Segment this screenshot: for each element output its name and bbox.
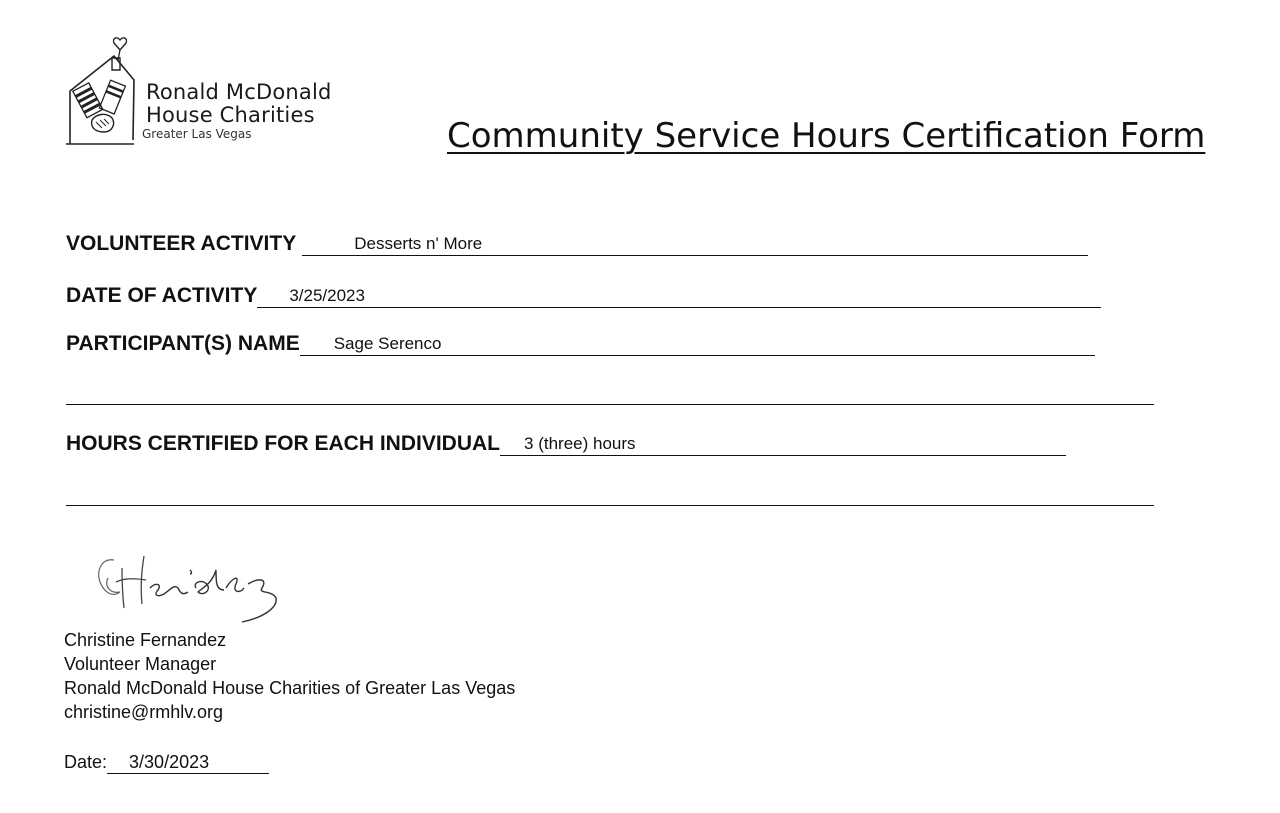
form-title: Community Service Hours Certification Form — [447, 116, 1206, 156]
field-blank — [302, 235, 354, 256]
field-blank — [209, 755, 269, 774]
date-of-activity-label: DATE OF ACTIVITY — [66, 284, 258, 307]
signer-info — [64, 628, 515, 724]
field-blank — [500, 435, 524, 456]
logo-line-3: Greater Las Vegas — [142, 127, 252, 141]
hours-certified-label: HOURS CERTIFIED FOR EACH INDIVIDUAL — [66, 432, 501, 455]
participant-names-row — [66, 332, 1095, 356]
logo-line-1: Ronald McDonald — [146, 80, 332, 104]
signer-name: Christine Fernandez — [64, 630, 227, 650]
volunteer-activity-value: Desserts n' More — [354, 233, 482, 256]
logo-wordmark — [142, 80, 332, 142]
field-blank — [300, 335, 334, 356]
field-blank — [482, 235, 1088, 256]
signer-organization: Ronald McDonald House Charities of Greater Las Vegas — [64, 678, 516, 698]
field-blank — [636, 435, 1066, 456]
handwritten-signature — [92, 548, 332, 630]
volunteer-activity-label: VOLUNTEER ACTIVITY — [66, 232, 297, 255]
hours-continuation-line — [66, 505, 1154, 506]
hours-certified-value: 3 (three) hours — [524, 433, 636, 456]
date-signed-label: Date: — [64, 752, 108, 772]
hours-certified-row — [66, 432, 1066, 456]
participant-names-label: PARTICIPANT(S) NAME — [66, 332, 300, 355]
volunteer-activity-row — [66, 232, 1088, 256]
logo-line-2: House Charities — [146, 103, 315, 127]
participant-names-continuation-line — [66, 404, 1154, 405]
field-blank — [107, 755, 129, 774]
field-blank — [257, 287, 289, 308]
date-of-activity-row — [66, 284, 1101, 308]
rmhc-house-logo — [62, 36, 142, 151]
date-signed-row — [64, 750, 269, 774]
signer-title: Volunteer Manager — [64, 654, 217, 674]
date-signed-value: 3/30/2023 — [129, 752, 210, 772]
field-blank — [441, 335, 1095, 356]
field-blank — [365, 287, 1101, 308]
date-of-activity-value: 3/25/2023 — [289, 285, 365, 308]
participant-names-value: Sage Serenco — [334, 333, 442, 356]
signer-email: christine@rmhlv.org — [64, 702, 223, 722]
